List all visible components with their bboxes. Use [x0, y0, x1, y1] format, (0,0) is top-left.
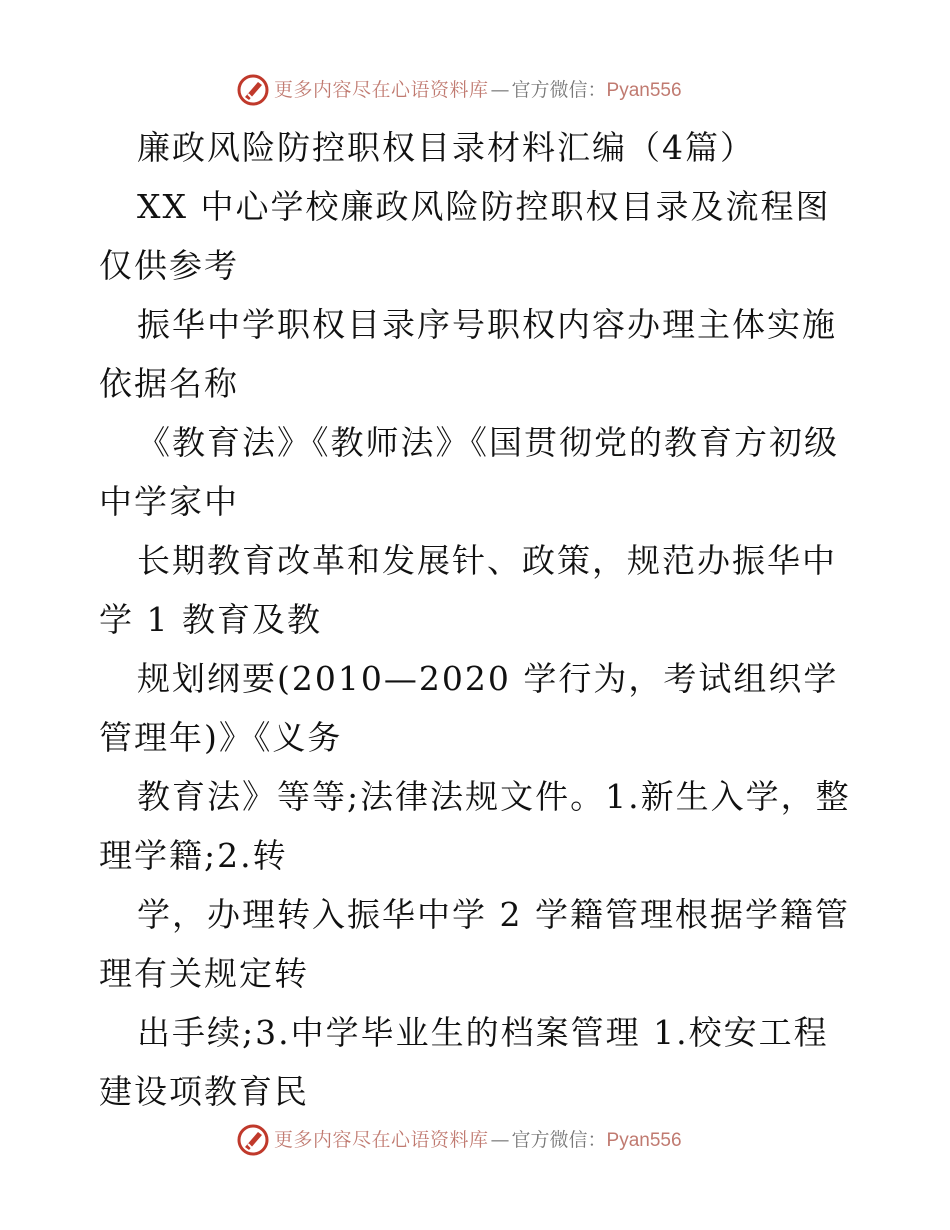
banner-separator: — — [490, 78, 510, 101]
document-body — [99, 118, 859, 1121]
paragraph: 长期教育改革和发展针、政策，规范办振华中学 1 教育及教 — [99, 541, 837, 639]
banner-wechat-id: Pyan556 — [606, 79, 682, 101]
paragraph: 振华中学职权目录序号职权内容办理主体实施依据名称 — [99, 305, 837, 403]
paragraph: 学，办理转入振华中学 2 学籍管理根据学籍管理有关规定转 — [99, 895, 850, 993]
footer-banner — [236, 1122, 716, 1158]
paragraph: 出手续;3.中学毕业生的档案管理 1.校安工程建设项教育民 — [99, 1013, 829, 1111]
banner-wechat-id: Pyan556 — [606, 1129, 682, 1151]
paragraph: 《教育法》《教师法》《国贯彻党的教育方初级中学家中 — [99, 423, 839, 521]
header-banner — [236, 72, 716, 108]
banner-wechat-label: 官方微信： — [511, 78, 607, 101]
document-title: 廉政风险防控职权目录材料汇编（4篇） — [137, 128, 755, 167]
logo-icon — [236, 1123, 270, 1157]
paragraph: 规划纲要(2010—2020 学行为，考试组织学管理年)》《义务 — [99, 659, 839, 757]
logo-icon — [236, 73, 270, 107]
paragraph: XX 中心学校廉政风险防控职权目录及流程图仅供参考 — [99, 187, 831, 285]
banner-text: 更多内容尽在心语资料库 — [274, 1128, 489, 1151]
banner-text: 更多内容尽在心语资料库 — [274, 78, 489, 101]
banner-separator: — — [490, 1128, 510, 1151]
paragraph: 教育法》等等;法律法规文件。1.新生入学，整理学籍;2.转 — [99, 777, 851, 875]
banner-wechat-label: 官方微信： — [511, 1128, 607, 1151]
